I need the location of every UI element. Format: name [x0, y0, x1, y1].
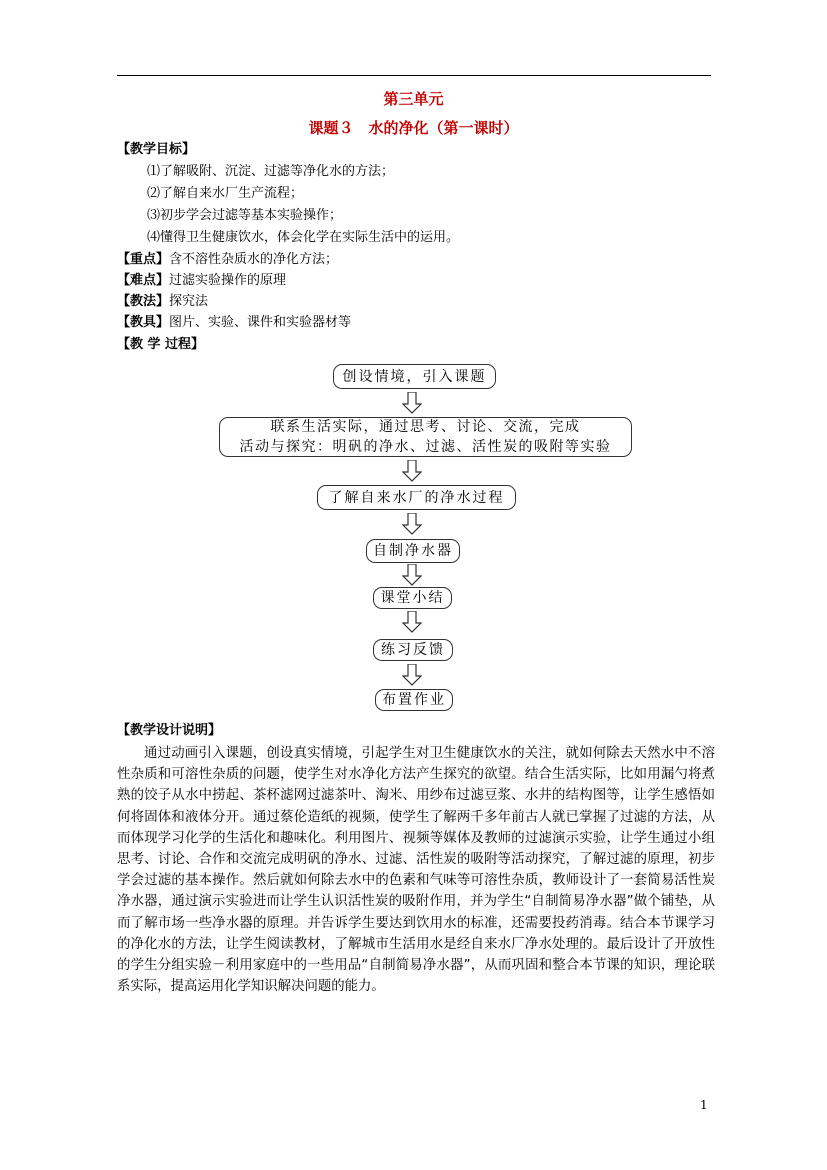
objective-item: ⑶初步学会过滤等基本实验操作；	[147, 208, 343, 223]
objective-item: ⑵了解自来水厂生产流程；	[147, 186, 304, 201]
down-arrow-icon	[402, 664, 422, 686]
flow-step-practice: 练习反馈	[373, 639, 453, 661]
flow-step-explore-line1: 联系生活实际，通过思考、讨论、交流，完成	[270, 419, 581, 435]
method-label: 【教法】	[117, 294, 170, 309]
tools-label: 【教具】	[117, 315, 170, 330]
objective-item: ⑷懂得卫生健康饮水，体会化学在实际生活中的运用。	[147, 230, 460, 245]
key-point-label: 【重点】	[117, 252, 170, 267]
flow-step-explore-line2: 活动与探究：明矾的净水、过滤、活性炭的吸附等实验	[239, 439, 612, 455]
design-note-text: 通过动画引入课题，创设真实情境，引起学生对卫生健康饮水的关注，就如何除去天然水中不溶性杂质和可溶性杂质的问题，使学生对水净化方法产生探究的欲望。结合生活实际，比如用漏勺将煮熟的饺子从水中捞起、茶杯滤网过滤茶叶、淘米、用纱布过滤豆浆、水井的结构图等，让学生感悟如何将固体和液体分开。通过蔡伦造纸的视频，使学生了解两千多年前古人就已掌握了过滤的方法，从而体现学习化学的生活化和趣味化。利用图片、视频等媒体及教师的过滤演示实验，让学生通过小组思考、讨论、合作和交流完成明矾的净水、过滤、活性炭的吸附等活动探究，了解过滤的原理，初步学会过滤的基本操作。然后就如何除去水中的色素和气味等可溶性杂质，教师设计了一套简易活性炭净水器，通过演示实验进而让学生认识活性炭的吸附作用，并为学生“自制简易净水器”做个铺垫，从而了解市场一些净水器的原理。并告诉学生要达到饮用水的标准，还需要投药消毒。结合本节课学习的净化水的方法，让学生阅读教材，了解城市生活用水是经自来水厂净水处理的。最后设计了开放性的学生分组实验－利用家庭中的一些用品“自制简易净水器”，从而巩固和整合本节课的知识，理论联系实际，提高运用化学知识解决问题的能力。	[117, 746, 715, 995]
flow-step-intro: 创设情境，引入课题	[333, 364, 496, 389]
key-point-text: 含不溶性杂质水的净化方法；	[169, 252, 339, 267]
flow-step-homework: 布置作业	[375, 689, 453, 711]
down-arrow-icon	[402, 392, 422, 414]
down-arrow-icon	[402, 611, 422, 633]
process-label: 【教 学 过程】	[117, 337, 205, 352]
flow-step-waterworks: 了解自来水厂的净水过程	[317, 485, 516, 510]
design-note-label: 【教学设计说明】	[117, 723, 222, 738]
flow-step-make-purifier: 自制净水器	[366, 539, 460, 563]
unit-title: 第三单元	[383, 90, 444, 108]
objective-item: ⑴了解吸附、沉淀、过滤等净化水的方法；	[147, 164, 395, 179]
page-number: 1	[700, 1098, 708, 1112]
method-text: 探究法	[169, 294, 209, 309]
difficulty-text: 过滤实验操作的原理	[169, 273, 287, 288]
difficulty-label: 【难点】	[117, 273, 170, 288]
flow-step-explore	[219, 417, 632, 457]
down-arrow-icon	[402, 564, 422, 586]
down-arrow-icon	[402, 460, 422, 482]
down-arrow-icon	[402, 513, 422, 535]
flow-step-summary: 课堂小结	[373, 587, 452, 609]
lesson-title: 课题３ 水的净化（第一课时）	[308, 119, 519, 137]
objectives-label: 【教学目标】	[117, 142, 196, 157]
tools-text: 图片、实验、课件和实验器材等	[169, 315, 352, 330]
